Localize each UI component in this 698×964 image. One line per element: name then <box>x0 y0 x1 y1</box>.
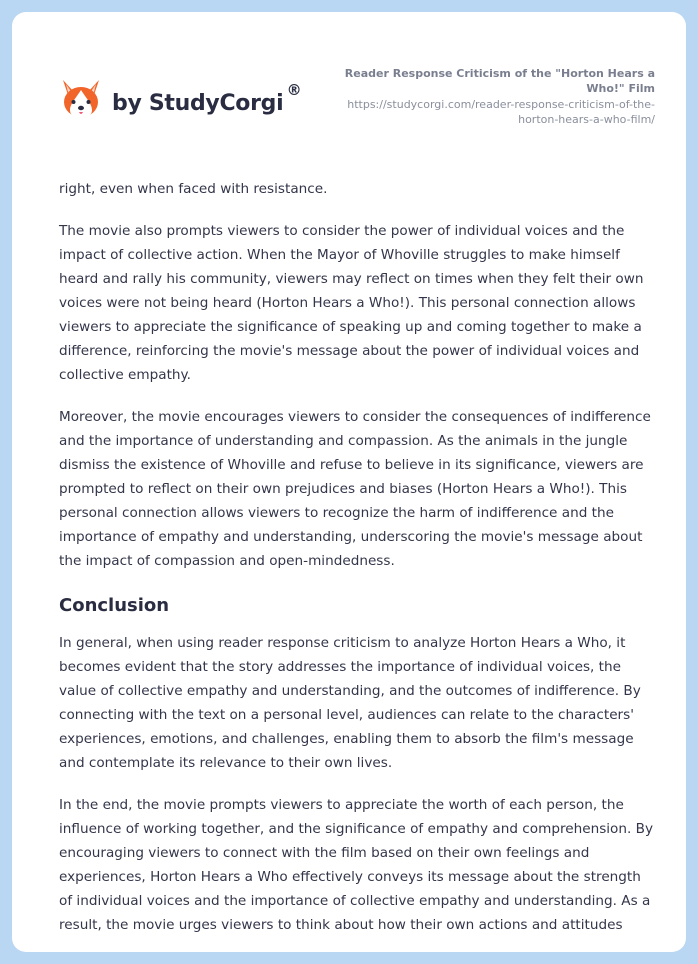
paragraph: The movie also prompts viewers to consider the power of individual voices and the impact of collective action. When the Mayor of Whoville struggles to make himself heard and rally his community, viewers may reflect on times when they felt their own voices were not being heard (Horton Hears a Who!). This personal connection allows viewers to appreciate the significance of speaking up and coming together to make a difference, reinforcing the movie's message about the power of individual voices and collective empathy. <box>59 223 644 383</box>
document-title: Reader Response Criticism of the "Horton Hears a Who!" Film <box>344 67 655 95</box>
page-header <box>12 12 686 152</box>
conclusion-heading: Conclusion <box>59 595 170 616</box>
document-meta <box>315 66 655 127</box>
paragraph: In the end, the movie prompts viewers to appreciate the worth of each person, the influence of working together, and the significance of empathy and comprehension. By encouraging viewers to connect with the film based on their own feelings and experiences, Horton Hears a Who effectively conveys its message about the strength of individual voices and the importance of collective empathy and understanding. As a result, the movie urges viewers to think about how their own actions and attitudes <box>59 797 654 933</box>
document-page <box>12 12 686 952</box>
corgi-logo-icon <box>60 76 102 122</box>
article-body <box>59 177 653 952</box>
studycorgi-logo[interactable] <box>60 76 302 122</box>
registered-mark: ® <box>286 80 302 99</box>
document-url[interactable]: https://studycorgi.com/reader-response-criticism-of-the-horton-hears-a-who-film/ <box>347 98 655 126</box>
paragraph: In general, when using reader response criticism to analyze Horton Hears a Who, it becomes evident that the story addresses the importance of individual voices, the value of collective empathy and understanding, and the outcomes of indifference. By connecting with the text on a personal level, audiences can relate to the characters' experiences, emotions, and challenges, enabling them to absorb the film's message and contemplate its relevance to their own lives. <box>59 635 641 771</box>
brand-name <box>112 80 302 116</box>
paragraph: Moreover, the movie encourages viewers to consider the consequences of indifference and the importance of understanding and compassion. As the animals in the jungle dismiss the existence of Whoville and refuse to believe in its significance, viewers are prompted to reflect on their own prejudices and biases (Horton Hears a Who!). This personal connection allows viewers to recognize the harm of indifference and the importance of empathy and understanding, underscoring the movie's message about the impact of compassion and open-mindedness. <box>59 409 651 569</box>
paragraph: right, even when faced with resistance. <box>59 181 328 197</box>
brand-text: by StudyCorgi <box>112 90 284 116</box>
